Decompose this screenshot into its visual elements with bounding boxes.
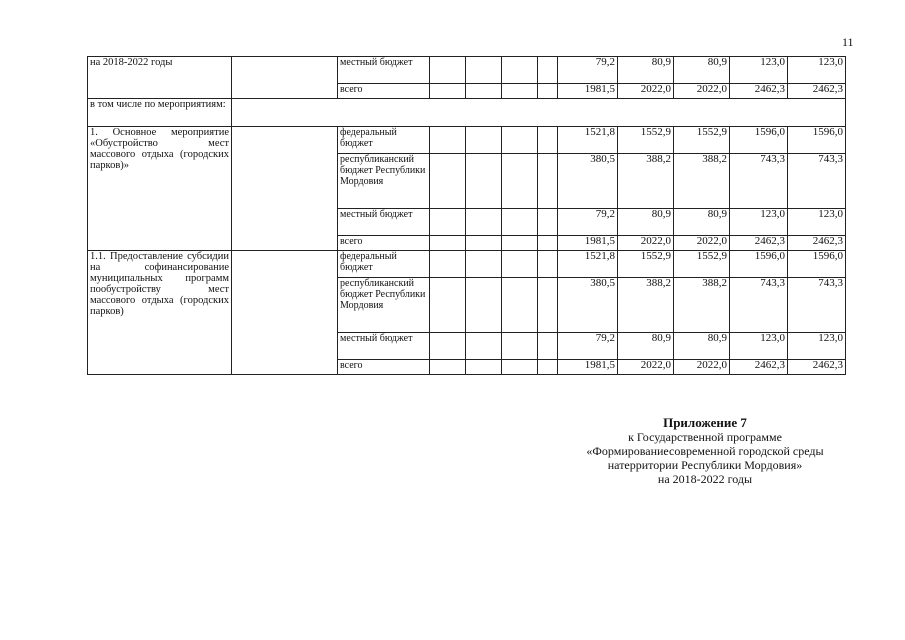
- empty-cell: [502, 251, 538, 278]
- empty-cell: [502, 57, 538, 84]
- value-cell: 80,9: [674, 209, 730, 236]
- empty-cell: [538, 236, 558, 251]
- table-row: [88, 251, 846, 278]
- value-cell: 743,3: [788, 154, 846, 209]
- table-row: [88, 127, 846, 154]
- empty-cell: [466, 154, 502, 209]
- value-cell: 123,0: [730, 333, 788, 360]
- appendix-line: натерритории Республики Мордовия»: [607, 458, 803, 472]
- empty-cell: [430, 127, 466, 154]
- appendix-line: «Формированиесовременной городской среды: [586, 444, 824, 458]
- funding-source: местный бюджет: [338, 333, 430, 360]
- empty-cell: [466, 251, 502, 278]
- empty-cell: [466, 209, 502, 236]
- value-cell: 1552,9: [618, 251, 674, 278]
- funding-source: федеральный бюджет: [338, 251, 430, 278]
- empty-cell: [430, 333, 466, 360]
- value-cell: 2462,3: [730, 84, 788, 99]
- value-cell: 80,9: [618, 57, 674, 84]
- value-cell: 80,9: [618, 333, 674, 360]
- empty-cell: [430, 209, 466, 236]
- value-cell: 1596,0: [730, 251, 788, 278]
- empty-cell: [538, 127, 558, 154]
- empty-cell: [502, 127, 538, 154]
- empty-cell: [466, 84, 502, 99]
- empty-cell: [538, 360, 558, 375]
- value-cell: 123,0: [730, 57, 788, 84]
- value-cell: 1981,5: [558, 84, 618, 99]
- empty-cell: [538, 278, 558, 333]
- value-cell: 123,0: [788, 209, 846, 236]
- empty-cell: [538, 57, 558, 84]
- value-cell: 380,5: [558, 278, 618, 333]
- empty-cell: [466, 360, 502, 375]
- value-cell: 2462,3: [730, 360, 788, 375]
- value-cell: 388,2: [618, 278, 674, 333]
- empty-cell: [502, 209, 538, 236]
- empty-cell: [430, 57, 466, 84]
- appendix-line: на 2018-2022 годы: [657, 472, 753, 486]
- section-row: [88, 99, 846, 127]
- empty-cell: [430, 278, 466, 333]
- empty-cell: [430, 84, 466, 99]
- empty-cell: [502, 154, 538, 209]
- value-cell: 2022,0: [618, 360, 674, 375]
- value-cell: 1521,8: [558, 127, 618, 154]
- value-cell: 80,9: [674, 333, 730, 360]
- funding-source: федеральный бюджет: [338, 127, 430, 154]
- empty-cell: [538, 209, 558, 236]
- empty-cell: [538, 154, 558, 209]
- value-cell: 1981,5: [558, 360, 618, 375]
- value-cell: 1596,0: [730, 127, 788, 154]
- empty-cell: [502, 84, 538, 99]
- section-title: в том числе по мероприятиям:: [88, 99, 232, 127]
- measure-name: на 2018-2022 годы: [88, 57, 232, 99]
- value-cell: 743,3: [730, 278, 788, 333]
- value-cell: 1552,9: [674, 251, 730, 278]
- funding-source: местный бюджет: [338, 209, 430, 236]
- empty-cell: [538, 333, 558, 360]
- appendix-line: к Государственной программе: [628, 430, 782, 444]
- empty-cell: [430, 251, 466, 278]
- funding-source: всего: [338, 236, 430, 251]
- empty-cell: [502, 360, 538, 375]
- value-cell: 743,3: [730, 154, 788, 209]
- value-cell: 123,0: [788, 57, 846, 84]
- empty-cell: [232, 127, 338, 251]
- page-number: 11: [842, 35, 854, 49]
- value-cell: 1552,9: [618, 127, 674, 154]
- value-cell: 123,0: [788, 333, 846, 360]
- budget-table: [87, 56, 846, 375]
- empty-cell: [430, 360, 466, 375]
- value-cell: 2462,3: [788, 84, 846, 99]
- empty-cell: [466, 127, 502, 154]
- value-cell: 743,3: [788, 278, 846, 333]
- empty-cell: [430, 154, 466, 209]
- funding-source: республиканский бюджет Республики Мордовия: [338, 154, 430, 209]
- empty-cell: [232, 251, 338, 375]
- funding-source: всего: [338, 84, 430, 99]
- value-cell: 1596,0: [788, 251, 846, 278]
- value-cell: 388,2: [674, 278, 730, 333]
- empty-cell: [502, 236, 538, 251]
- empty-cell: [466, 236, 502, 251]
- empty-cell: [538, 84, 558, 99]
- value-cell: 2022,0: [674, 360, 730, 375]
- funding-source: местный бюджет: [338, 57, 430, 84]
- value-cell: 2022,0: [674, 84, 730, 99]
- value-cell: 388,2: [618, 154, 674, 209]
- value-cell: 380,5: [558, 154, 618, 209]
- value-cell: 2462,3: [730, 236, 788, 251]
- empty-cell: [502, 333, 538, 360]
- value-cell: 1596,0: [788, 127, 846, 154]
- funding-source: всего: [338, 360, 430, 375]
- empty-cell: [430, 236, 466, 251]
- measure-name: 1. Основное мероприятие «Обустройство мест массового отдыха (городских парков)»: [88, 127, 232, 251]
- empty-cell: [466, 57, 502, 84]
- value-cell: 2022,0: [618, 84, 674, 99]
- empty-cell: [232, 99, 846, 127]
- empty-cell: [466, 333, 502, 360]
- appendix-title: Приложение 7: [663, 415, 747, 430]
- value-cell: 2022,0: [618, 236, 674, 251]
- empty-cell: [538, 251, 558, 278]
- value-cell: 123,0: [730, 209, 788, 236]
- empty-cell: [502, 278, 538, 333]
- value-cell: 2022,0: [674, 236, 730, 251]
- value-cell: 388,2: [674, 154, 730, 209]
- appendix-block: [540, 416, 870, 486]
- empty-cell: [232, 57, 338, 99]
- measure-name: 1.1. Предоставление субсидии на софинансирование муниципальных программ пообустройству мест массового отдыха (городских парков): [88, 251, 232, 375]
- value-cell: 1981,5: [558, 236, 618, 251]
- value-cell: 2462,3: [788, 236, 846, 251]
- funding-source: республиканский бюджет Республики Мордовия: [338, 278, 430, 333]
- value-cell: 80,9: [618, 209, 674, 236]
- value-cell: 79,2: [558, 209, 618, 236]
- value-cell: 2462,3: [788, 360, 846, 375]
- value-cell: 1521,8: [558, 251, 618, 278]
- budget-table-body: [88, 57, 846, 375]
- table-row: [88, 57, 846, 84]
- value-cell: 79,2: [558, 333, 618, 360]
- value-cell: 1552,9: [674, 127, 730, 154]
- empty-cell: [466, 278, 502, 333]
- value-cell: 80,9: [674, 57, 730, 84]
- value-cell: 79,2: [558, 57, 618, 84]
